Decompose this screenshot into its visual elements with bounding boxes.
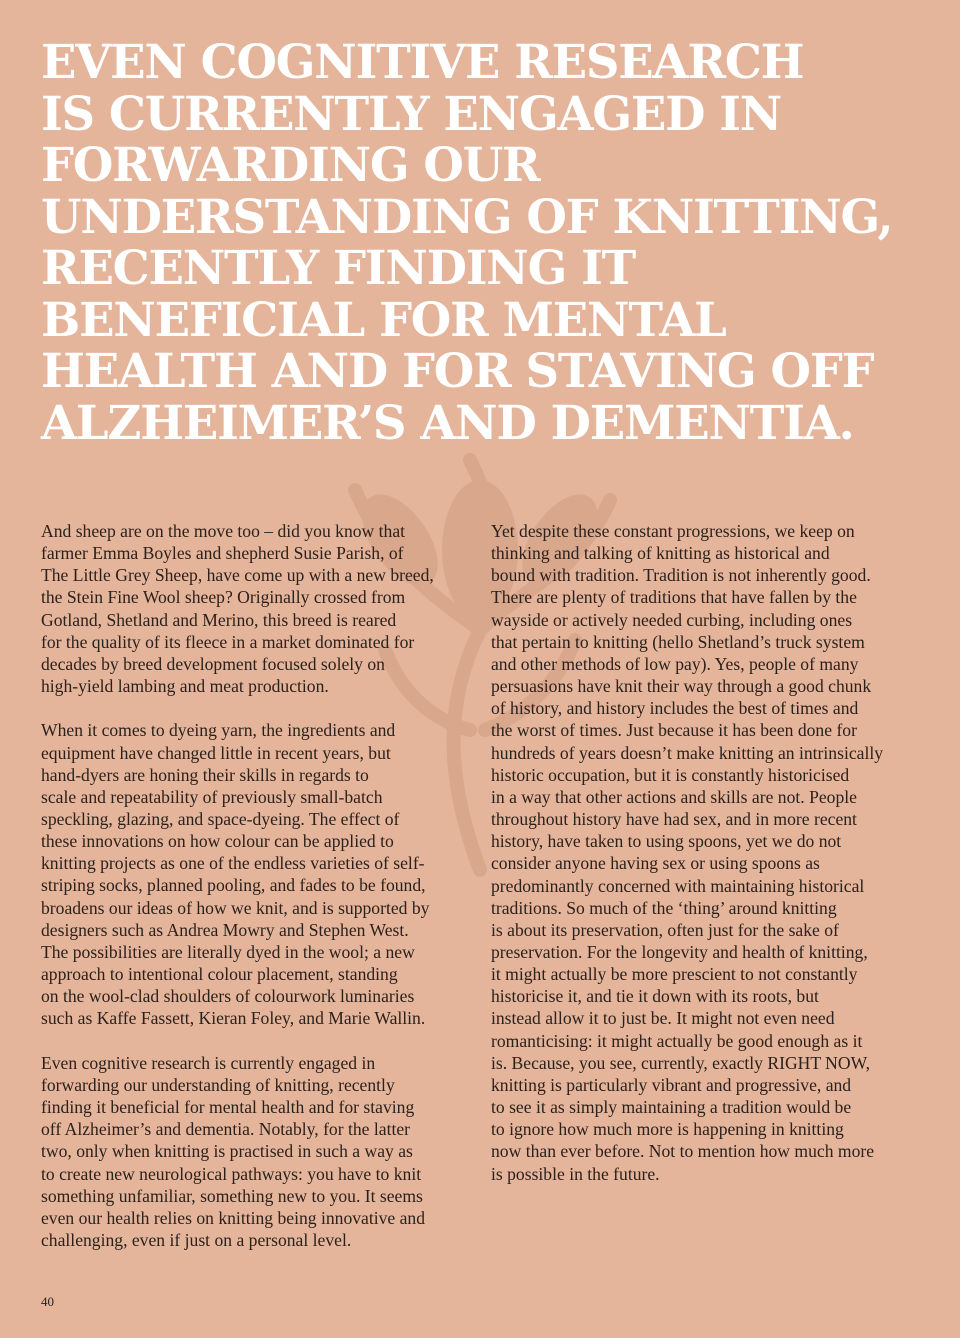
text-line: bound with tradition. Tradition is not inherently good. bbox=[491, 565, 871, 586]
text-line: and other methods of low pay). Yes, people of many bbox=[491, 653, 859, 674]
right-column bbox=[491, 520, 911, 1207]
pull-quote-line: HEALTH AND FOR STAVING OFF bbox=[41, 343, 874, 398]
text-line: off Alzheimer’s and dementia. Notably, for the latter bbox=[41, 1119, 411, 1140]
text-line: traditions. So much of the ‘thing’ around knitting bbox=[491, 897, 837, 918]
text-line: wayside or actively needed curbing, including ones bbox=[491, 609, 853, 630]
text-line: is possible in the future. bbox=[491, 1163, 660, 1184]
text-line: that pertain to knitting (hello Shetland’s truck system bbox=[491, 631, 865, 652]
paragraph-tradition bbox=[491, 520, 911, 1185]
text-line: the worst of times. Just because it has been done for bbox=[491, 720, 857, 741]
text-line: the Stein Fine Wool sheep? Originally crossed from bbox=[41, 587, 406, 608]
text-line: scale and repeatability of previously small-batch bbox=[41, 786, 383, 807]
text-line: When it comes to dyeing yarn, the ingredients and bbox=[41, 720, 396, 741]
pull-quote-line: RECENTLY FINDING IT bbox=[41, 240, 636, 295]
text-line: instead allow it to just be. It might not even need bbox=[491, 1008, 835, 1029]
text-line: preservation. For the longevity and health of knitting, bbox=[491, 941, 868, 962]
text-line: knitting is particularly vibrant and progressive, and bbox=[491, 1074, 852, 1095]
text-line: history, have taken to using spoons, yet we do not bbox=[491, 831, 842, 852]
text-line: romanticising: it might actually be good enough as it bbox=[491, 1030, 863, 1051]
paragraph-cognitive bbox=[41, 1052, 451, 1251]
text-line: throughout history have had sex, and in more recent bbox=[491, 809, 857, 830]
text-line: now than ever before. Not to mention how much more bbox=[491, 1141, 875, 1162]
text-line: persuasions have knit their way through a good chunk bbox=[491, 676, 872, 697]
text-line: decades by breed development focused solely on bbox=[41, 653, 385, 674]
text-line: knitting projects as one of the endless varieties of self- bbox=[41, 853, 425, 874]
text-line: two, only when knitting is practised in such a way as bbox=[41, 1141, 413, 1162]
text-line: challenging, even if just on a personal level. bbox=[41, 1229, 352, 1250]
text-line: in a way that other actions and skills are not. People bbox=[491, 786, 857, 807]
text-line: There are plenty of traditions that have fallen by the bbox=[491, 587, 857, 608]
text-line: to see it as simply maintaining a tradition would be bbox=[491, 1097, 852, 1118]
text-line: of history, and history includes the best of times and bbox=[491, 698, 859, 719]
text-line: these innovations on how colour can be applied to bbox=[41, 831, 394, 852]
text-line: forwarding our understanding of knitting, recently bbox=[41, 1074, 395, 1095]
text-line: finding it beneficial for mental health and for staving bbox=[41, 1097, 415, 1118]
text-line: consider anyone having sex or using spoons as bbox=[491, 853, 820, 874]
text-line: Even cognitive research is currently engaged in bbox=[41, 1052, 376, 1073]
text-line: speckling, glazing, and space-dyeing. The effect of bbox=[41, 809, 400, 830]
text-line: high-yield lambing and meat production. bbox=[41, 676, 329, 697]
text-line: Yet despite these constant progressions, we keep on bbox=[491, 521, 855, 541]
text-line: is about its preservation, often just for the sake of bbox=[491, 919, 839, 940]
text-line: historic occupation, but it is constantly historicised bbox=[491, 764, 850, 785]
text-line: for the quality of its fleece in a market dominated for bbox=[41, 631, 415, 652]
text-line: hundreds of years doesn’t make knitting an intrinsically bbox=[491, 742, 884, 763]
text-line: even our health relies on knitting being innovative and bbox=[41, 1207, 426, 1228]
pull-quote-line: BENEFICIAL FOR MENTAL bbox=[41, 291, 726, 347]
text-line: predominantly concerned with maintaining historical bbox=[491, 875, 865, 896]
paragraph-sheep bbox=[41, 520, 451, 697]
pull-quote-line: FORWARDING OUR bbox=[41, 137, 540, 192]
text-line: historicise it, and tie it down with its roots, but bbox=[491, 986, 819, 1007]
text-line: equipment have changed little in recent years, but bbox=[41, 742, 391, 763]
text-line: approach to intentional colour placement, standing bbox=[41, 964, 398, 985]
text-line: The Little Grey Sheep, have come up with a new breed, bbox=[41, 565, 434, 586]
pull-quote-line: ALZHEIMER’S AND DEMENTIA. bbox=[41, 394, 854, 450]
text-line: broadens our ideas of how we knit, and is supported by bbox=[41, 897, 430, 918]
text-line: something unfamiliar, something new to you. It seems bbox=[41, 1185, 423, 1206]
text-line: striping socks, planned pooling, and fades to be found, bbox=[41, 875, 426, 896]
page-number: 40 bbox=[41, 1294, 54, 1309]
paragraph-dyeing bbox=[41, 719, 451, 1029]
text-line: Gotland, Shetland and Merino, this breed is reared bbox=[41, 609, 397, 630]
text-line: The possibilities are literally dyed in the wool; a new bbox=[41, 941, 415, 962]
pull-quote-line: UNDERSTANDING OF KNITTING, bbox=[41, 188, 893, 244]
text-line: farmer Emma Boyles and shepherd Susie Parish, of bbox=[41, 543, 404, 564]
text-line: it might actually be more prescient to not constantly bbox=[491, 964, 858, 985]
text-line: on the wool-clad shoulders of colourwork luminaries bbox=[41, 986, 415, 1007]
text-line: hand-dyers are honing their skills in regards to bbox=[41, 764, 369, 785]
pull-quote-line: EVEN COGNITIVE RESEARCH bbox=[41, 34, 804, 89]
left-column bbox=[41, 520, 451, 1273]
text-line: And sheep are on the move too – did you know that bbox=[41, 521, 406, 541]
pull-quote bbox=[41, 36, 931, 448]
pull-quote-line: IS CURRENTLY ENGAGED IN bbox=[41, 85, 782, 141]
text-line: to create new neurological pathways: you have to knit bbox=[41, 1163, 422, 1184]
text-line: is. Because, you see, currently, exactly RIGHT NOW, bbox=[491, 1052, 870, 1073]
text-line: thinking and talking of knitting as historical and bbox=[491, 543, 830, 564]
text-line: such as Kaffe Fassett, Kieran Foley, and Marie Wallin. bbox=[41, 1008, 426, 1029]
text-line: designers such as Andrea Mowry and Stephen West. bbox=[41, 919, 409, 940]
text-line: to ignore how much more is happening in knitting bbox=[491, 1119, 844, 1140]
